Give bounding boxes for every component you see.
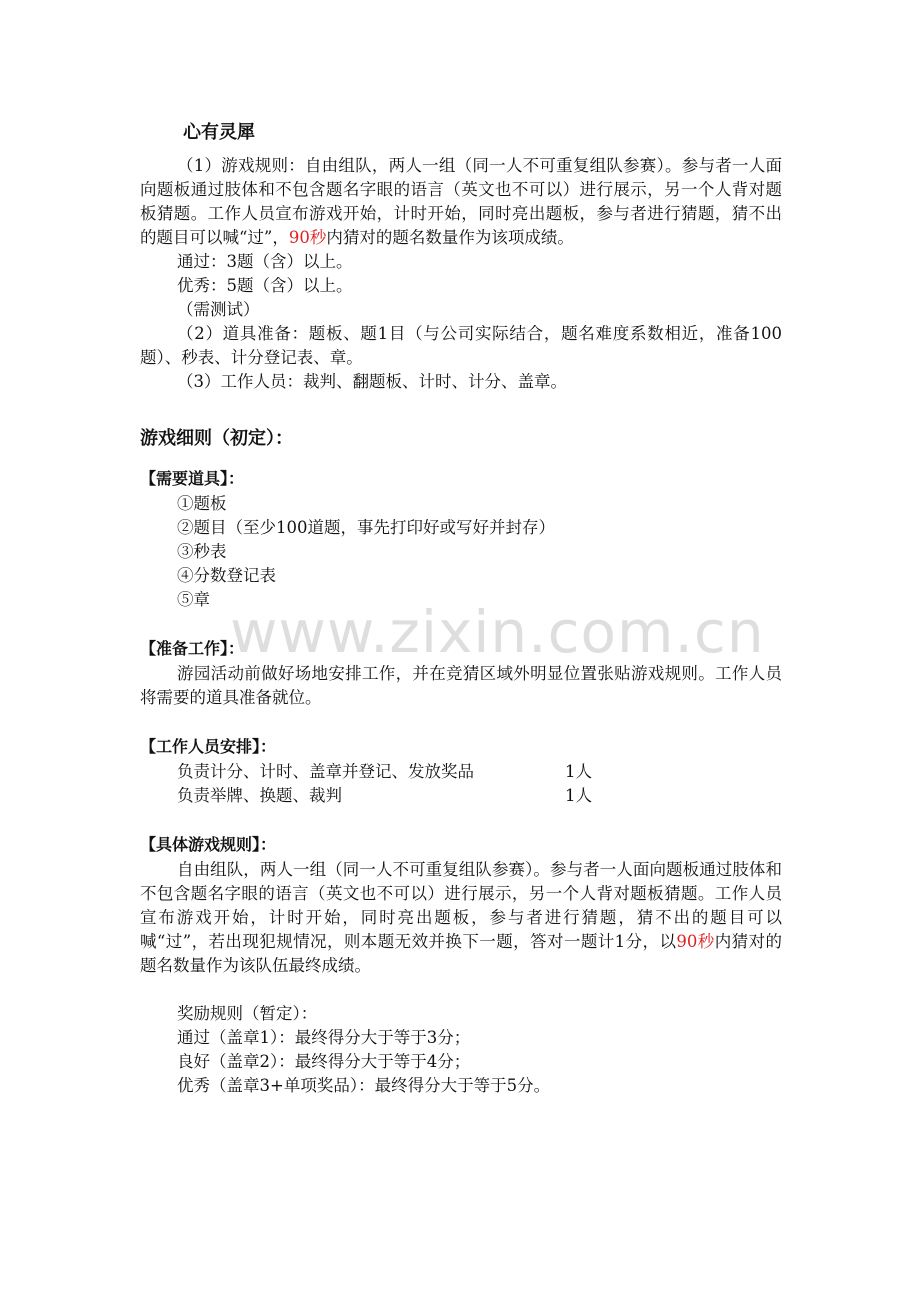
specific-rules-heading: 【具体游戏规则】： (140, 835, 277, 854)
staff-task: 负责举牌、换题、裁判 (177, 786, 342, 805)
reward-item: 通过（盖章1）：最终得分大于等于3分； (177, 1028, 471, 1047)
specific-rules-tail: 内猜对的题名数量作为该队伍最终成绩。 (140, 932, 783, 975)
props-item: ②题目（至少100道题，事先打印好或写好并封存） (177, 518, 555, 537)
rule-item-1-tail: 内猜对的题名数量作为该项成绩。 (326, 228, 574, 247)
rule-item-1 (140, 154, 782, 250)
props-item: ⑤章 (177, 590, 210, 609)
props-item: ④分数登记表 (177, 566, 276, 585)
time-limit-highlight: 90秒 (676, 932, 715, 951)
watermark: www.zixin.com.cn (230, 598, 765, 666)
pass-criteria: 通过：3题（含）以上。 (177, 252, 353, 271)
rule-item-2: （2）道具准备：题板、题1目（与公司实际结合，题名难度系数相近，准备100题）、秒表、计分登记表、章。 (140, 324, 782, 367)
props-item: ①题板 (177, 494, 227, 513)
test-note: （需测试） (177, 300, 260, 319)
specific-rules-text (140, 858, 782, 978)
reward-item: 良好（盖章2）：最终得分大于等于4分； (177, 1052, 471, 1071)
staff-count: 1人 (565, 786, 592, 805)
excellent-criteria: 优秀：5题（含）以上。 (177, 276, 353, 295)
reward-item: 优秀（盖章3+单项奖品）：最终得分大于等于5分。 (177, 1076, 551, 1095)
props-heading: 【需要道具】： (140, 469, 245, 488)
prep-heading: 【准备工作】： (140, 639, 245, 658)
prep-text: 游园活动前做好场地安排工作，并在竞猜区域外明显位置张贴游戏规则。工作人员将需要的道具准备就位。 (140, 664, 782, 707)
props-item: ③秒表 (177, 542, 227, 561)
time-limit-highlight: 90秒 (288, 228, 327, 247)
staff-row (177, 760, 782, 784)
specific-rules-body: 自由组队，两人一组（同一人不可重复组队参赛）。参与者一人面向题板通过肢体和不包含题名字眼的语言（英文也不可以）进行展示，另一个人背对题板猜题。工作人员宣布游戏开始，计时开始，同时亮出题板，参与者进行猜题，猜不出的题目可以喊“过”，若出现犯规情况，则本题无效并换下一题，答对一题计1分，以 (140, 860, 782, 951)
rule-item-1-text: （1）游戏规则：自由组队，两人一组（同一人不可重复组队参赛）。参与者一人面向题板通过肢体和不包含题名字眼的语言（英文也不可以）进行展示，另一个人背对题板猜题。工作人员宣布游戏开始，计时开始，同时亮出题板，参与者进行猜题，猜不出的题目可以喊“过”， (140, 156, 782, 247)
details-heading: 游戏细则（初定）： (140, 428, 293, 449)
staff-heading: 【工作人员安排】： (140, 737, 277, 756)
staff-row (177, 784, 782, 808)
rule-item-3: （3）工作人员：裁判、翻题板、计时、计分、盖章。 (177, 372, 567, 391)
staff-count: 1人 (565, 762, 592, 781)
staff-task: 负责计分、计时、盖章并登记、发放奖品 (177, 762, 474, 781)
page-title: 心有灵犀 (183, 122, 255, 143)
rewards-heading: 奖励规则（暂定）： (177, 1004, 318, 1023)
